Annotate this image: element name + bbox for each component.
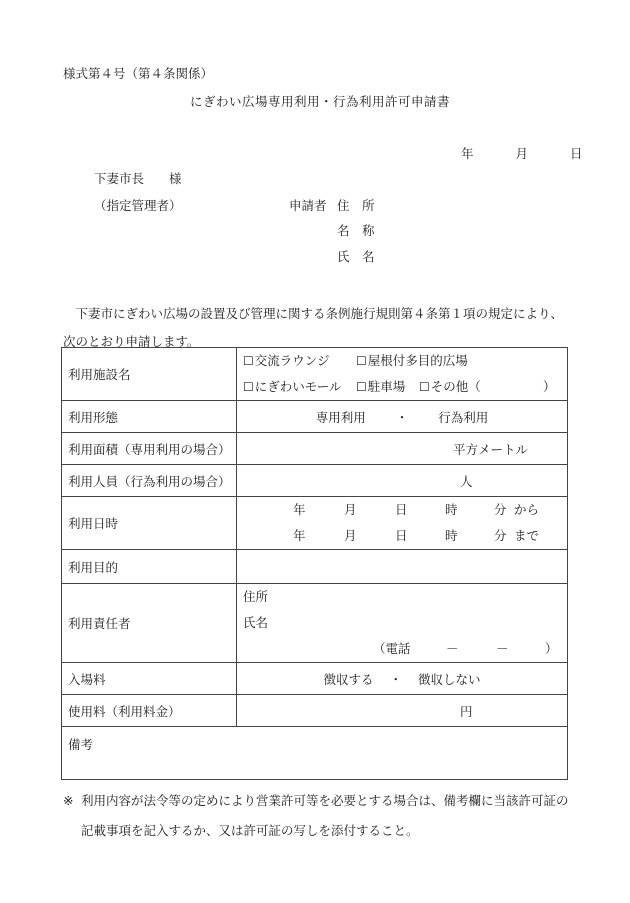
dt-year: 年 <box>293 502 306 517</box>
purpose-label: 利用目的 <box>62 550 237 584</box>
admission-collect[interactable]: 徴収する <box>323 671 374 687</box>
area-unit: 平方メートル <box>453 441 529 457</box>
remarks-field[interactable] <box>62 727 568 780</box>
checkbox-parking[interactable] <box>356 374 405 400</box>
datetime-label: 利用日時 <box>62 497 237 550</box>
remarks-label: 備考 <box>68 737 94 752</box>
addressee: 下妻市長 様 <box>94 171 182 186</box>
responsible-label: 利用責任者 <box>62 584 237 663</box>
designated-manager: （指定管理者） <box>94 198 182 213</box>
people-field[interactable] <box>237 465 568 497</box>
dt-month: 月 <box>344 528 357 543</box>
purpose-field[interactable] <box>237 550 568 584</box>
form-number: 様式第４号（第４条関係） <box>63 66 214 81</box>
phone-open: （電話 <box>373 641 411 656</box>
usage-exclusive[interactable]: 専用利用 <box>315 409 366 425</box>
option-lounge-label: 交流ラウンジ <box>254 353 330 368</box>
dt-hour: 時 <box>445 502 458 517</box>
applicant-person-label: 氏 名 <box>337 249 375 264</box>
row-datetime <box>62 497 568 550</box>
checkbox-lounge[interactable] <box>243 353 329 368</box>
dt-day: 日 <box>395 528 408 543</box>
application-table <box>61 347 568 780</box>
note-text: 利用内容が法令等の定めにより営業許可等を必要とする場合は、備考欄に当該許可証の記載事項を記入するか、又は許可証の写しを添付すること。 <box>81 793 569 838</box>
datetime-to <box>243 523 561 549</box>
row-facility <box>62 348 568 401</box>
applicant-label: 申請者 <box>289 198 327 213</box>
dt-year: 年 <box>293 528 306 543</box>
admission-options <box>237 663 568 695</box>
date-line <box>461 148 582 161</box>
dt-hour: 時 <box>445 528 458 543</box>
dt-day: 日 <box>395 502 408 517</box>
date-day: 日 <box>569 146 583 161</box>
dt-from: から <box>514 502 540 517</box>
dt-minute: 分 <box>494 528 507 543</box>
responsible-name-label: 氏名 <box>243 615 269 630</box>
row-remarks <box>62 727 568 780</box>
people-label: 利用人員（行為利用の場合） <box>62 465 237 497</box>
footnote <box>63 786 573 846</box>
checkbox-other[interactable] <box>419 374 481 400</box>
row-people <box>62 465 568 497</box>
row-purpose <box>62 550 568 584</box>
responsible-field[interactable] <box>237 584 568 663</box>
checkbox-icon: ☐ <box>243 380 254 394</box>
checkbox-icon: ☐ <box>356 354 367 368</box>
option-mall-label: にぎわいモール <box>254 379 342 394</box>
area-label: 利用面積（専用利用の場合） <box>62 433 237 465</box>
fee-unit: 円 <box>460 703 473 719</box>
admission-label: 入場料 <box>62 663 237 695</box>
option-parking-label: 駐車場 <box>367 379 406 394</box>
other-close-paren: ） <box>543 379 556 394</box>
usage-type-label: 利用形態 <box>62 401 237 433</box>
note-mark: ※ <box>63 793 74 808</box>
dt-month: 月 <box>344 502 357 517</box>
phone-close: ） <box>545 641 558 656</box>
phone-dash-2: － <box>496 641 509 656</box>
responsible-phone <box>243 636 561 662</box>
date-month: 月 <box>515 146 528 161</box>
application-statement: 下妻市にぎわい広場の設置及び管理に関する条例施行規則第４条第１項の規定により、次のとおり申請します。 <box>63 306 564 349</box>
dt-to: まで <box>514 528 540 543</box>
row-responsible <box>62 584 568 663</box>
option-roofed-plaza-label: 屋根付多目的広場 <box>367 353 468 368</box>
checkbox-icon: ☐ <box>356 380 367 394</box>
fee-field[interactable] <box>237 695 568 727</box>
date-year: 年 <box>461 146 474 161</box>
document-title: にぎわい広場専用利用・行為利用許可申請書 <box>190 94 451 109</box>
row-usage-type <box>62 401 568 433</box>
applicant-name-label: 名 称 <box>337 223 375 238</box>
responsible-address-label: 住所 <box>243 589 269 604</box>
checkbox-roofed-plaza[interactable] <box>356 348 468 374</box>
admission-no-collect[interactable]: 徴収しない <box>418 671 481 687</box>
row-fee <box>62 695 568 727</box>
usage-activity[interactable]: 行為利用 <box>438 409 489 425</box>
fee-label: 使用料（利用料金） <box>62 695 237 727</box>
checkbox-icon: ☐ <box>419 380 430 394</box>
facility-options <box>237 348 568 401</box>
datetime-field[interactable] <box>237 497 568 550</box>
dt-minute: 分 <box>494 502 507 517</box>
row-admission <box>62 663 568 695</box>
applicant-address-label: 住 所 <box>337 198 375 213</box>
usage-type-options <box>237 401 568 433</box>
checkbox-icon: ☐ <box>243 354 254 368</box>
area-field[interactable] <box>237 433 568 465</box>
phone-dash-1: － <box>446 641 459 656</box>
facility-label: 利用施設名 <box>62 348 237 401</box>
option-other-label: その他（ <box>430 379 481 394</box>
datetime-from <box>243 497 561 523</box>
admission-sep: ・ <box>389 671 402 687</box>
row-area <box>62 433 568 465</box>
usage-sep: ・ <box>395 409 409 425</box>
checkbox-mall[interactable] <box>243 379 342 394</box>
people-unit: 人 <box>460 473 473 489</box>
